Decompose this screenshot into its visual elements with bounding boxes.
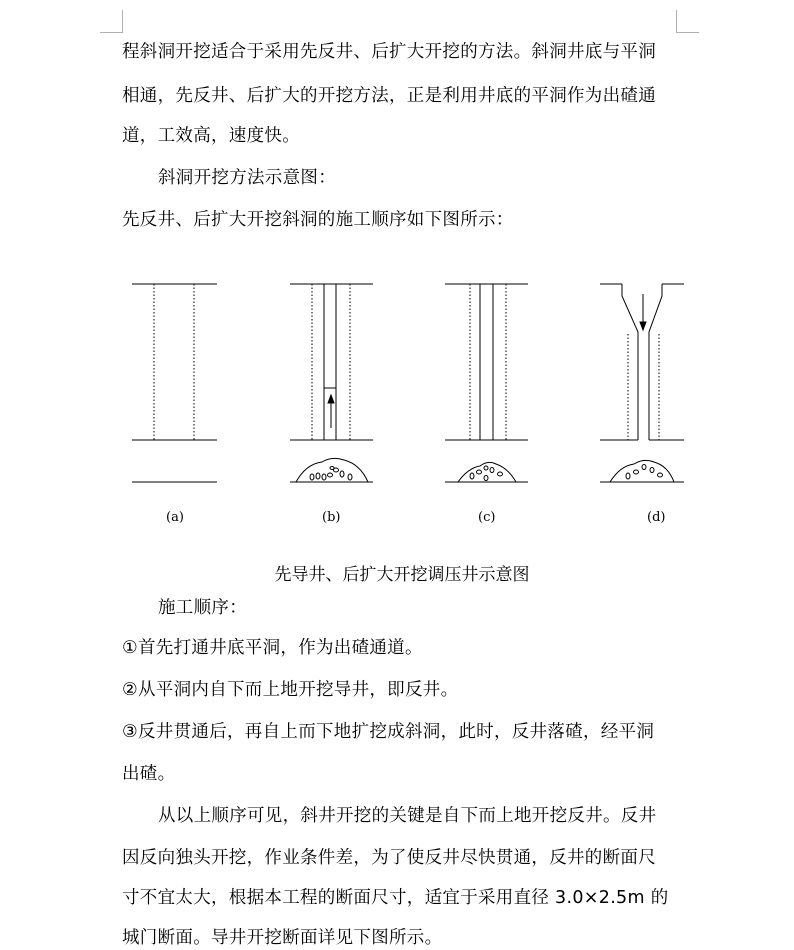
paragraph-line: 道，工效高，速度快。 bbox=[122, 126, 300, 146]
figure-label-d: (d) bbox=[647, 510, 666, 525]
figure-intro-line: 斜洞开挖方法示意图： bbox=[158, 168, 336, 188]
step-item: ②从平洞内自下而上地开挖导井，即反井。 bbox=[122, 680, 459, 700]
diagram-c bbox=[445, 284, 528, 482]
excavation-sequence-diagram bbox=[122, 256, 702, 536]
figure-caption: 先导井、后扩大开挖调压井示意图 bbox=[274, 565, 530, 585]
diagram-d bbox=[600, 284, 684, 482]
paragraph-line: 相通，先反井、后扩大的开挖方法，正是利用井底的平洞作为出碴通 bbox=[122, 86, 656, 106]
paragraph-line: 城门断面。导井开挖断面详见下图所示。 bbox=[122, 928, 443, 948]
figure-label-c: (c) bbox=[478, 510, 496, 525]
diagram-a bbox=[132, 284, 217, 482]
step-item: ③反井贯通后，再自上而下地扩挖成斜洞，此时，反井落碴，经平洞 bbox=[122, 722, 655, 742]
page-corner-mark-right bbox=[676, 10, 699, 33]
figure-label-b: (b) bbox=[322, 510, 341, 525]
step-item: ①首先打通井底平洞，作为出碴通道。 bbox=[122, 638, 423, 658]
sequence-heading: 施工顺序： bbox=[158, 598, 247, 618]
step-item-continued: 出碴。 bbox=[122, 764, 176, 784]
page-corner-mark-left bbox=[100, 10, 123, 33]
paragraph-line: 寸不宜太大，根据本工程的断面尺寸，适宜于采用直径 3.0×2.5m 的 bbox=[122, 888, 669, 908]
paragraph-line: 从以上顺序可见，斜井开挖的关键是自下而上地开挖反井。反井 bbox=[158, 806, 657, 826]
figure-label-a: (a) bbox=[166, 510, 184, 525]
paragraph-line: 程斜洞开挖适合于采用先反井、后扩大开挖的方法。斜洞井底与平洞 bbox=[122, 42, 656, 62]
paragraph-line: 因反向独头开挖，作业条件差，为了使反井尽快贯通，反井的断面尺 bbox=[122, 848, 656, 868]
diagram-b bbox=[290, 284, 373, 482]
paragraph-line: 先反井、后扩大开挖斜洞的施工顺序如下图所示： bbox=[122, 210, 514, 230]
